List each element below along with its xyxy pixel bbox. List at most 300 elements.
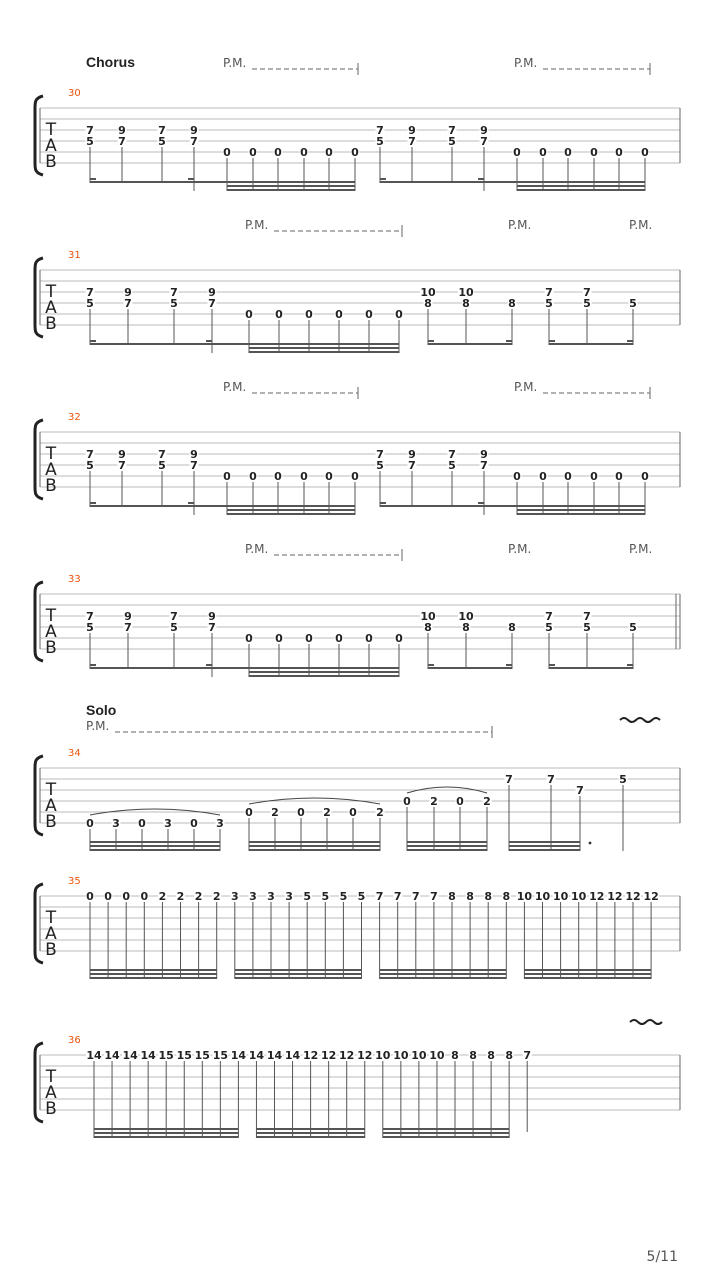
fret-number: 14 bbox=[140, 1049, 156, 1062]
note-beam bbox=[380, 181, 484, 183]
fret-number: 5 bbox=[357, 890, 366, 903]
fret-number: 0 bbox=[245, 632, 253, 645]
fret-number: 0 bbox=[641, 470, 649, 483]
fret-number: 3 bbox=[112, 817, 120, 830]
note-beam bbox=[90, 973, 217, 975]
fret-number: 14 bbox=[230, 1049, 247, 1062]
fret-number: 5 bbox=[376, 135, 384, 148]
fret-number: 0 bbox=[274, 470, 282, 483]
note-beam bbox=[509, 849, 580, 851]
fret-number: 5 bbox=[545, 621, 553, 634]
note-beam bbox=[428, 667, 512, 669]
fret-number: 14 bbox=[86, 1049, 102, 1062]
fret-number: 7 bbox=[86, 124, 94, 137]
note-beam bbox=[227, 189, 355, 191]
fret-number: 7 bbox=[480, 135, 488, 148]
fret-number: 0 bbox=[539, 470, 547, 483]
palm-mute-label: P.M. bbox=[245, 542, 269, 556]
fret-number: 9 bbox=[190, 448, 198, 461]
fret-number: 5 bbox=[86, 297, 94, 310]
note-beam bbox=[90, 849, 220, 851]
note-beam bbox=[227, 509, 355, 511]
fret-number: 12 bbox=[607, 890, 623, 903]
fret-number: 0 bbox=[395, 308, 403, 321]
note-beam bbox=[194, 505, 355, 507]
fret-number: 9 bbox=[190, 124, 198, 137]
note-beam bbox=[249, 347, 399, 349]
tab-clef-letter: B bbox=[45, 1099, 57, 1119]
fret-number: 0 bbox=[190, 817, 198, 830]
fret-number: 5 bbox=[170, 621, 178, 634]
fret-number: 2 bbox=[323, 806, 331, 819]
fret-number: 7 bbox=[376, 124, 384, 137]
fret-number: 7 bbox=[118, 459, 126, 472]
fret-number: 7 bbox=[86, 448, 94, 461]
fret-number: 7 bbox=[158, 448, 166, 461]
tab-clef-letter: A bbox=[45, 622, 57, 642]
fret-number: 0 bbox=[245, 308, 253, 321]
fret-number: 7 bbox=[86, 610, 94, 623]
tab-clef-letter: A bbox=[45, 796, 57, 816]
fret-number: 0 bbox=[325, 470, 333, 483]
note-beam bbox=[383, 1132, 509, 1134]
fret-number: 0 bbox=[305, 632, 313, 645]
fret-number: 0 bbox=[138, 817, 146, 830]
fret-number: 9 bbox=[124, 610, 132, 623]
fret-number: 2 bbox=[483, 795, 491, 808]
palm-mute-label: P.M. bbox=[508, 542, 532, 556]
fret-number: 5 bbox=[86, 135, 94, 148]
fret-number: 7 bbox=[158, 124, 166, 137]
note-beam bbox=[212, 343, 399, 345]
fret-number: 10 bbox=[571, 890, 587, 903]
palm-mute-label: P.M. bbox=[86, 719, 110, 733]
beam-stub bbox=[549, 340, 555, 342]
tab-clef-letter: B bbox=[45, 152, 57, 172]
note-beam bbox=[524, 969, 651, 971]
fret-number: 10 bbox=[393, 1049, 409, 1062]
fret-number: 8 bbox=[424, 621, 432, 634]
tab-system-36 bbox=[35, 1020, 680, 1138]
fret-number: 7 bbox=[576, 784, 584, 797]
fret-number: 0 bbox=[513, 146, 521, 159]
note-beam bbox=[249, 351, 399, 353]
fret-number: 14 bbox=[284, 1049, 301, 1062]
palm-mute-label: P.M. bbox=[514, 56, 538, 70]
fret-number: 12 bbox=[357, 1049, 373, 1062]
beam-stub bbox=[90, 178, 96, 180]
fret-number: 0 bbox=[249, 146, 257, 159]
fret-number: 0 bbox=[325, 146, 333, 159]
fret-number: 7 bbox=[408, 135, 416, 148]
fret-number: 8 bbox=[451, 1049, 459, 1062]
fret-number: 0 bbox=[300, 470, 308, 483]
note-beam bbox=[380, 977, 507, 979]
fret-number: 12 bbox=[625, 890, 641, 903]
measure-number: 31 bbox=[68, 250, 81, 261]
fret-number: 7 bbox=[124, 297, 132, 310]
fret-number: 5 bbox=[629, 297, 637, 310]
fret-number: 7 bbox=[583, 610, 591, 623]
fret-number: 3 bbox=[230, 890, 239, 903]
tab-clef-letter: A bbox=[45, 924, 57, 944]
fret-number: 2 bbox=[176, 890, 185, 903]
fret-number: 12 bbox=[302, 1049, 319, 1062]
fret-number: 0 bbox=[641, 146, 649, 159]
fret-number: 0 bbox=[275, 308, 283, 321]
section-label-solo: Solo bbox=[86, 702, 117, 718]
fret-number: 7 bbox=[545, 286, 553, 299]
fret-number: 8 bbox=[462, 297, 470, 310]
tab-clef-letter: B bbox=[45, 476, 57, 496]
measure-number: 32 bbox=[68, 412, 81, 423]
fret-number: 10 bbox=[458, 286, 474, 299]
fret-number: 0 bbox=[274, 146, 282, 159]
beam-stub bbox=[478, 178, 484, 180]
note-beam bbox=[212, 667, 399, 669]
fret-number: 3 bbox=[216, 817, 224, 830]
fret-number: 10 bbox=[429, 1049, 445, 1062]
fret-number: 0 bbox=[403, 795, 411, 808]
fret-number: 10 bbox=[516, 890, 533, 903]
fret-number: 15 bbox=[212, 1049, 229, 1062]
fret-number: 0 bbox=[305, 308, 313, 321]
beam-stub bbox=[627, 664, 633, 666]
fret-number: 0 bbox=[245, 806, 253, 819]
tab-system-32 bbox=[35, 387, 680, 515]
fret-number: 0 bbox=[365, 632, 373, 645]
fret-number: 5 bbox=[158, 135, 166, 148]
note-beam bbox=[509, 841, 580, 843]
fret-number: 8 bbox=[487, 1049, 495, 1062]
tab-clef-letter: A bbox=[45, 298, 57, 318]
fret-number: 12 bbox=[589, 890, 605, 903]
beam-stub bbox=[428, 340, 434, 342]
fret-number: 7 bbox=[170, 286, 178, 299]
note-beam bbox=[256, 1132, 364, 1134]
fret-number: 8 bbox=[502, 890, 511, 903]
fret-number: 3 bbox=[249, 890, 257, 903]
fret-number: 9 bbox=[118, 124, 126, 137]
fret-number: 7 bbox=[124, 621, 132, 634]
fret-number: 10 bbox=[420, 286, 436, 299]
note-beam bbox=[94, 1132, 238, 1134]
note-beam bbox=[517, 189, 645, 191]
note-beam bbox=[407, 845, 487, 847]
fret-number: 8 bbox=[508, 621, 516, 634]
tab-clef-letter: T bbox=[45, 282, 57, 302]
fret-number: 9 bbox=[124, 286, 132, 299]
tab-clef-letter: T bbox=[45, 606, 57, 626]
fret-number: 7 bbox=[393, 890, 402, 903]
note-beam bbox=[407, 841, 487, 843]
fret-number: 14 bbox=[266, 1049, 283, 1062]
beam-stub bbox=[380, 178, 386, 180]
fret-number: 5 bbox=[619, 773, 627, 786]
tab-system-30 bbox=[35, 63, 680, 191]
fret-number: 5 bbox=[339, 890, 348, 903]
fret-number: 8 bbox=[448, 890, 456, 903]
fret-number: 9 bbox=[208, 610, 216, 623]
note-beam bbox=[249, 849, 380, 851]
note-beam bbox=[524, 977, 651, 979]
note-beam bbox=[227, 513, 355, 515]
note-beam bbox=[90, 977, 217, 979]
fret-number: 5 bbox=[448, 135, 456, 148]
fret-number: 2 bbox=[212, 890, 221, 903]
beam-stub bbox=[90, 664, 96, 666]
fret-number: 0 bbox=[351, 470, 359, 483]
fret-number: 2 bbox=[194, 890, 203, 903]
fret-number: 0 bbox=[122, 890, 131, 903]
tab-clef-letter: T bbox=[45, 780, 57, 800]
fret-number: 8 bbox=[505, 1049, 513, 1062]
fret-number: 5 bbox=[86, 459, 94, 472]
note-beam bbox=[484, 505, 645, 507]
note-beam bbox=[235, 973, 362, 975]
fret-number: 0 bbox=[335, 308, 343, 321]
fret-number: 7 bbox=[190, 135, 198, 148]
fret-number: 0 bbox=[590, 470, 598, 483]
fret-number: 7 bbox=[208, 621, 216, 634]
tab-clef-letter: T bbox=[45, 1067, 57, 1087]
measure-number: 33 bbox=[68, 574, 81, 585]
fret-number: 8 bbox=[508, 297, 516, 310]
fret-number: 15 bbox=[176, 1049, 192, 1062]
fret-number: 14 bbox=[122, 1049, 138, 1062]
fret-number: 15 bbox=[194, 1049, 210, 1062]
note-beam bbox=[249, 675, 399, 677]
tab-clef-letter: B bbox=[45, 940, 57, 960]
fret-number: 2 bbox=[271, 806, 279, 819]
fret-number: 7 bbox=[505, 773, 513, 786]
note-beam bbox=[90, 181, 194, 183]
note-beam bbox=[94, 1136, 238, 1138]
dotted-note bbox=[589, 842, 592, 845]
note-beam bbox=[90, 343, 212, 345]
measure-number: 36 bbox=[68, 1035, 81, 1046]
fret-number: 7 bbox=[86, 286, 94, 299]
note-beam bbox=[380, 973, 507, 975]
fret-number: 9 bbox=[480, 448, 488, 461]
palm-mute-label: P.M. bbox=[508, 218, 532, 232]
note-beam bbox=[256, 1136, 364, 1138]
fret-number: 0 bbox=[615, 146, 623, 159]
fret-number: 8 bbox=[462, 621, 470, 634]
fret-number: 7 bbox=[547, 773, 555, 786]
note-beam bbox=[428, 343, 512, 345]
fret-number: 0 bbox=[223, 470, 231, 483]
fret-number: 0 bbox=[86, 890, 94, 903]
section-label-chorus: Chorus bbox=[86, 54, 135, 70]
note-beam bbox=[249, 841, 380, 843]
fret-number: 7 bbox=[430, 890, 438, 903]
fret-number: 0 bbox=[140, 890, 149, 903]
fret-number: 0 bbox=[86, 817, 94, 830]
fret-number: 0 bbox=[297, 806, 305, 819]
note-beam bbox=[256, 1128, 364, 1130]
fret-number: 12 bbox=[339, 1049, 355, 1062]
palm-mute-label: P.M. bbox=[629, 218, 653, 232]
fret-number: 7 bbox=[545, 610, 553, 623]
fret-number: 8 bbox=[466, 890, 474, 903]
note-beam bbox=[407, 849, 487, 851]
fret-number: 9 bbox=[118, 448, 126, 461]
note-beam bbox=[383, 1128, 509, 1130]
fret-number: 0 bbox=[564, 146, 572, 159]
beam-stub bbox=[90, 340, 96, 342]
fret-number: 7 bbox=[583, 286, 591, 299]
fret-number: 7 bbox=[190, 459, 198, 472]
palm-mute-label: P.M. bbox=[245, 218, 269, 232]
fret-number: 0 bbox=[539, 146, 547, 159]
tab-clef-letter: A bbox=[45, 136, 57, 156]
beam-stub bbox=[506, 664, 512, 666]
fret-number: 5 bbox=[303, 890, 312, 903]
fret-number: 3 bbox=[267, 890, 275, 903]
fret-number: 7 bbox=[118, 135, 126, 148]
beam-stub bbox=[506, 340, 512, 342]
fret-number: 9 bbox=[408, 448, 416, 461]
fret-number: 0 bbox=[365, 308, 373, 321]
note-beam bbox=[383, 1136, 509, 1138]
beam-stub bbox=[206, 664, 212, 666]
note-beam bbox=[90, 969, 217, 971]
fret-number: 0 bbox=[590, 146, 598, 159]
note-beam bbox=[509, 845, 580, 847]
note-beam bbox=[549, 343, 633, 345]
fret-number: 5 bbox=[545, 297, 553, 310]
tab-clef-letter: B bbox=[45, 638, 57, 658]
fret-number: 7 bbox=[411, 890, 420, 903]
fret-number: 0 bbox=[395, 632, 403, 645]
note-beam bbox=[90, 505, 194, 507]
tab-clef-letter: T bbox=[45, 120, 57, 140]
fret-number: 10 bbox=[534, 890, 551, 903]
beam-stub bbox=[380, 502, 386, 504]
fret-number: 10 bbox=[411, 1049, 427, 1062]
fret-number: 15 bbox=[158, 1049, 174, 1062]
fret-number: 2 bbox=[158, 890, 167, 903]
fret-number: 5 bbox=[629, 621, 637, 634]
fret-number: 0 bbox=[615, 470, 623, 483]
fret-number: 10 bbox=[458, 610, 474, 623]
fret-number: 0 bbox=[335, 632, 343, 645]
measure-number: 34 bbox=[68, 748, 81, 759]
fret-number: 7 bbox=[523, 1049, 532, 1062]
fret-number: 0 bbox=[275, 632, 283, 645]
beam-stub bbox=[627, 340, 633, 342]
fret-number: 2 bbox=[430, 795, 438, 808]
measure-number: 30 bbox=[68, 88, 81, 99]
page-number: 5/11 bbox=[646, 1249, 678, 1265]
fret-number: 3 bbox=[164, 817, 172, 830]
fret-number: 7 bbox=[170, 610, 178, 623]
fret-number: 0 bbox=[564, 470, 572, 483]
tab-clef-letter: B bbox=[45, 812, 57, 832]
note-beam bbox=[194, 181, 355, 183]
fret-number: 0 bbox=[104, 890, 112, 903]
beam-stub bbox=[478, 502, 484, 504]
fret-number: 10 bbox=[375, 1049, 391, 1062]
fret-number: 2 bbox=[376, 806, 384, 819]
fret-number: 14 bbox=[104, 1049, 120, 1062]
vibrato-mark bbox=[620, 718, 660, 722]
note-beam bbox=[90, 667, 212, 669]
note-beam bbox=[90, 845, 220, 847]
note-beam bbox=[94, 1128, 238, 1130]
fret-number: 7 bbox=[448, 124, 456, 137]
note-beam bbox=[517, 185, 645, 187]
fret-number: 12 bbox=[320, 1049, 337, 1062]
measure-number: 35 bbox=[68, 876, 81, 887]
fret-number: 8 bbox=[424, 297, 432, 310]
note-beam bbox=[227, 185, 355, 187]
fret-number: 5 bbox=[448, 459, 456, 472]
note-beam bbox=[235, 977, 362, 979]
fret-number: 7 bbox=[375, 890, 384, 903]
fret-number: 0 bbox=[300, 146, 308, 159]
note-beam bbox=[235, 969, 362, 971]
note-beam bbox=[249, 845, 380, 847]
fret-number: 7 bbox=[376, 448, 384, 461]
note-beam bbox=[524, 973, 651, 975]
fret-number: 5 bbox=[583, 297, 591, 310]
note-beam bbox=[380, 505, 484, 507]
note-beam bbox=[249, 671, 399, 673]
fret-number: 0 bbox=[249, 470, 257, 483]
note-beam bbox=[90, 841, 220, 843]
fret-number: 7 bbox=[208, 297, 216, 310]
beam-stub bbox=[428, 664, 434, 666]
beam-stub bbox=[206, 340, 212, 342]
fret-number: 7 bbox=[480, 459, 488, 472]
fret-number: 8 bbox=[469, 1049, 477, 1062]
tab-clef-letter: T bbox=[45, 908, 57, 928]
note-beam bbox=[484, 181, 645, 183]
fret-number: 10 bbox=[552, 890, 569, 903]
fret-number: 0 bbox=[456, 795, 464, 808]
fret-number: 12 bbox=[643, 890, 659, 903]
fret-number: 0 bbox=[349, 806, 357, 819]
note-beam bbox=[517, 509, 645, 511]
fret-number: 5 bbox=[321, 890, 330, 903]
fret-number: 0 bbox=[351, 146, 359, 159]
fret-number: 5 bbox=[86, 621, 94, 634]
fret-number: 5 bbox=[158, 459, 166, 472]
fret-number: 0 bbox=[513, 470, 521, 483]
tab-clef-letter: B bbox=[45, 314, 57, 334]
beam-stub bbox=[188, 502, 194, 504]
fret-number: 5 bbox=[376, 459, 384, 472]
tab-clef-letter: A bbox=[45, 460, 57, 480]
fret-number: 5 bbox=[170, 297, 178, 310]
fret-number: 8 bbox=[484, 890, 493, 903]
fret-number: 0 bbox=[223, 146, 231, 159]
fret-number: 5 bbox=[583, 621, 591, 634]
tab-clef-letter: T bbox=[45, 444, 57, 464]
palm-mute-label: P.M. bbox=[629, 542, 653, 556]
palm-mute-label: P.M. bbox=[223, 56, 247, 70]
fret-number: 9 bbox=[408, 124, 416, 137]
note-beam bbox=[549, 667, 633, 669]
beam-stub bbox=[188, 178, 194, 180]
fret-number: 9 bbox=[208, 286, 216, 299]
fret-number: 9 bbox=[480, 124, 488, 137]
tab-clef-letter: A bbox=[45, 1083, 57, 1103]
fret-number: 7 bbox=[448, 448, 456, 461]
beam-stub bbox=[549, 664, 555, 666]
